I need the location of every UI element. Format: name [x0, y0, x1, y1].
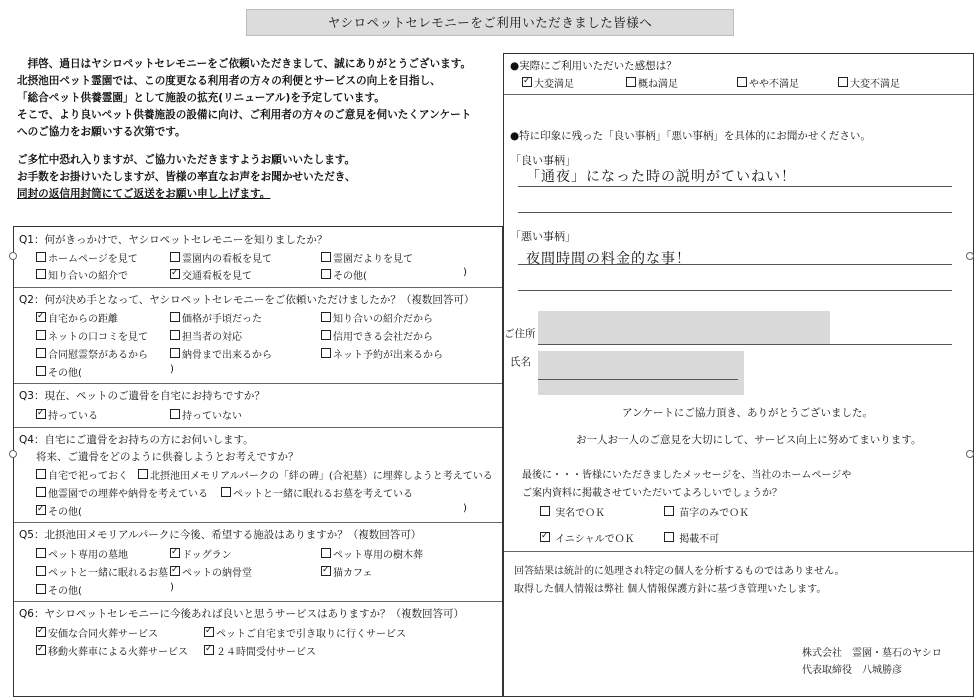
q6-option-4[interactable] [204, 643, 316, 658]
option-label: 担当者の対応 [182, 332, 242, 343]
option-label: 交通看板を見て [182, 271, 252, 282]
intro-line-3: 「総合ペット供養霊園」として施設の拡充(リニューアル)を予定しています。 [17, 92, 385, 104]
checkbox[interactable] [321, 252, 331, 262]
q5-option-2[interactable] [170, 546, 232, 561]
satisfaction-option-3[interactable] [737, 75, 799, 90]
divider [14, 427, 502, 428]
checkbox[interactable] [36, 584, 46, 594]
option-label: 掲載不可 [679, 534, 720, 545]
option-label: ペット専用の墓地 [48, 550, 128, 561]
q2-option-9[interactable] [321, 346, 443, 361]
satisfaction-option-4[interactable] [838, 75, 900, 90]
checkbox[interactable] [36, 348, 46, 358]
company-name: 株式会社 霊園・墓石のヤシロ [802, 648, 942, 659]
q5-option-6[interactable] [321, 564, 373, 579]
checkbox[interactable] [36, 566, 46, 576]
divider [14, 522, 502, 523]
option-label: ペットと一緒に眠れるお墓を考えている [233, 489, 413, 500]
publish-option-4[interactable] [664, 530, 719, 545]
good-label: 「良い事柄」 [510, 154, 576, 167]
punch-hole [966, 252, 974, 260]
checkbox[interactable] [36, 487, 46, 497]
option-label: 苗字のみでＯＫ [679, 508, 750, 519]
q6-option-3[interactable] [36, 643, 188, 658]
punch-hole [9, 450, 17, 458]
q5-option-5[interactable] [170, 564, 252, 579]
name-label: 氏名 [510, 356, 531, 368]
checkbox-checked[interactable] [36, 312, 46, 322]
checkbox-checked[interactable] [170, 566, 180, 576]
option-label: やや不満足 [749, 79, 799, 90]
answer-line [518, 186, 952, 187]
bad-label: 「悪い事柄」 [510, 230, 576, 243]
checkbox[interactable] [170, 312, 180, 322]
answer-line [518, 290, 952, 291]
checkbox[interactable] [36, 269, 46, 279]
checkbox[interactable] [664, 506, 674, 516]
satisfaction-title: ●実際にご利用いただいた感想は？ [510, 60, 677, 72]
option-label: 実名でＯＫ [555, 508, 606, 519]
option-label: ネットの口コミを見て [48, 332, 148, 343]
publish-option-3[interactable] [540, 530, 635, 545]
checkbox-checked[interactable] [36, 627, 46, 637]
q4-option-1[interactable] [36, 467, 128, 482]
q5-option-3[interactable] [321, 546, 423, 561]
q5-title: Q5：北摂池田メモリアルパークに今後、希望する施設はありますか？（複数回答可） [19, 529, 422, 541]
option-label: その他( [333, 271, 367, 282]
q4-title: Q4：自宅にご遺骨をお持ちの方にお伺いします。 [19, 434, 254, 446]
intro-line-6: ご多忙中恐れ入りますが、ご協力いただきますようお願いいたします。 [17, 154, 356, 166]
option-label: 他霊園での埋葬や納骨を考えている [48, 489, 208, 500]
final-line-1: 最後に・・・皆様にいただきましたメッセージを、当社のホームページや [522, 470, 852, 481]
q1-option-4[interactable] [36, 267, 128, 282]
q2-option-7[interactable] [36, 346, 148, 361]
q6-title: Q6：ヤシロペットセレモニーに今後あれば良いと思うサービスはありますか？（複数回答可） [19, 608, 465, 620]
option-label: ペット専用の樹木葬 [333, 550, 423, 561]
q3-title: Q3：現在、ペットのご遺骨を自宅にお持ちですか？ [19, 390, 265, 402]
intro-line-1: 拝啓、過日はヤシロペットセレモニーをご依頼いただきまして、誠にありがとうございます。 [17, 58, 472, 70]
q1-option-2[interactable] [170, 250, 272, 265]
publish-option-2[interactable] [664, 504, 749, 519]
q4-option-2[interactable] [138, 467, 493, 482]
q2-option-6[interactable] [321, 328, 433, 343]
address-label: ご住所 [504, 328, 536, 340]
checkbox-checked[interactable] [36, 645, 46, 655]
checkbox[interactable] [36, 330, 46, 340]
address-redacted[interactable] [538, 311, 830, 344]
divider [14, 287, 502, 288]
option-label: 信用できる会社だから [333, 332, 433, 343]
option-label: 猫カフェ [333, 568, 373, 579]
checkbox[interactable] [664, 532, 674, 542]
option-label: 納骨まで出来るから [182, 350, 272, 361]
representative-name: 代表取締役 八城勝彦 [802, 665, 902, 676]
satisfaction-option-2[interactable] [626, 75, 678, 90]
q4-option-4[interactable] [221, 485, 413, 500]
q3-option-2[interactable] [170, 407, 242, 422]
good-handwritten-text[interactable]: 「通夜」になった時の説明がていねい！ [526, 169, 796, 185]
q4-subtitle: 将来、ご遺骨をどのように供養しようとお考えですか？ [36, 451, 299, 463]
checkbox[interactable] [321, 330, 331, 340]
checkbox[interactable] [321, 348, 331, 358]
option-label: 合同慰霊祭があるから [48, 350, 148, 361]
checkbox[interactable] [321, 548, 331, 558]
option-label: ネット予約が出来るから [333, 350, 443, 361]
option-label: その他( [48, 507, 82, 518]
q2-option-8[interactable] [170, 346, 272, 361]
intro-line-2: 北摂池田ペット霊園では、この度更なる利用者の方々の利便とサービスの向上を目指し、 [17, 75, 441, 87]
thanks-line-1: アンケートにご協力頂き、ありがとうございました。 [622, 407, 873, 419]
q1-close-paren: ) [463, 267, 467, 278]
survey-header: ヤシロペットセレモニーをご利用いただきました皆様へ [246, 9, 734, 36]
q1-title: Q1：何がきっかけで、ヤシロペットセレモニーを知りましたか？ [19, 234, 328, 246]
option-label: ペットご自宅まで引き取りに行くサービス [216, 629, 406, 640]
checkbox[interactable] [36, 252, 46, 262]
q5-option-1[interactable] [36, 546, 128, 561]
name-redacted[interactable] [538, 351, 744, 395]
option-label: その他( [48, 368, 82, 379]
option-label: 自宅からの距離 [48, 314, 118, 325]
checkbox[interactable] [838, 77, 848, 87]
name-line [538, 379, 738, 380]
option-label: ペットと一緒に眠れるお墓 [48, 568, 168, 579]
punch-hole [966, 450, 974, 458]
bad-handwritten-text[interactable]: 夜間時間の料金的な事！ [526, 251, 691, 267]
intro-line-5: へのご協力をお願いする次第です。 [17, 126, 186, 138]
option-label: 移動火葬車による火葬サービス [48, 647, 188, 658]
option-label: 持っていない [182, 411, 242, 422]
q6-option-2[interactable] [204, 625, 406, 640]
option-label: 知り合いの紹介で [48, 271, 128, 282]
option-label: ペットの納骨堂 [182, 568, 252, 579]
option-label: 安価な合同火葬サービス [48, 629, 158, 640]
final-line-2: ご案内資料に掲載させていただいてよろしいでしょうか？ [522, 488, 782, 499]
feedback-box [503, 53, 974, 697]
checkbox[interactable] [36, 469, 46, 479]
intro-line-8: 同封の返信用封筒にてご返送をお願い申し上げます。 [17, 188, 271, 200]
checkbox-checked[interactable] [321, 566, 331, 576]
q2-option-5[interactable] [170, 328, 242, 343]
checkbox[interactable] [170, 348, 180, 358]
checkbox-checked[interactable] [36, 409, 46, 419]
checkbox[interactable] [737, 77, 747, 87]
option-label: イニシャルでＯＫ [555, 534, 635, 545]
option-label: 大変満足 [534, 79, 574, 90]
q1-option-3[interactable] [321, 250, 413, 265]
q2-title: Q2：何が決め手となって、ヤシロペットセレモニーをご依頼いただけましたか？（複数回答可） [19, 294, 475, 306]
q1-option-5[interactable] [170, 267, 252, 282]
checkbox-checked[interactable] [522, 77, 532, 87]
thanks-line-2: お一人お一人のご意見を大切にして、サービス向上に努めてまいります。 [576, 434, 922, 446]
option-label: ホームページを見て [48, 254, 138, 265]
option-label: 北摂池田メモリアルパークの「絆の碑」(合祀墓）に埋葬しようと考えている [150, 471, 493, 482]
punch-hole [9, 252, 17, 260]
checkbox[interactable] [36, 548, 46, 558]
answer-line [518, 264, 952, 265]
checkbox-checked[interactable] [204, 645, 214, 655]
divider [504, 94, 973, 95]
checkbox-checked[interactable] [540, 532, 550, 542]
q1-option-6[interactable] [321, 267, 367, 282]
option-label: 価格が手頃だった [182, 314, 262, 325]
q5-option-4[interactable] [36, 564, 168, 579]
divider [14, 383, 502, 384]
questions-box [13, 226, 503, 697]
q4-close-paren: ) [463, 503, 467, 514]
q5-close-paren: ) [170, 582, 174, 593]
checkbox-checked[interactable] [36, 505, 46, 515]
q2-option-10[interactable] [36, 364, 82, 379]
note-line-1: 回答結果は統計的に処理され特定の個人を分析するものではありません。 [514, 566, 845, 577]
q2-option-3[interactable] [321, 310, 433, 325]
checkbox[interactable] [170, 330, 180, 340]
q2-option-2[interactable] [170, 310, 262, 325]
q2-option-1[interactable] [36, 310, 118, 325]
checkbox-checked[interactable] [170, 548, 180, 558]
option-label: 持っている [48, 411, 98, 422]
checkbox-checked[interactable] [170, 269, 180, 279]
option-label: 霊園内の看板を見て [182, 254, 272, 265]
checkbox[interactable] [540, 506, 550, 516]
intro-line-4: そこで、より良いペット供養施設の設備に向け、ご利用者の方々のご意見を伺いたくアンケート [17, 109, 472, 121]
checkbox[interactable] [626, 77, 636, 87]
checkbox[interactable] [170, 409, 180, 419]
option-label: その他( [48, 586, 82, 597]
option-label: ２４時間受付サービス [216, 647, 316, 658]
checkbox[interactable] [170, 252, 180, 262]
option-label: 概ね満足 [638, 79, 678, 90]
q4-option-3[interactable] [36, 485, 208, 500]
address-line [538, 344, 952, 345]
impression-title: ●特に印象に残った「良い事柄」「悪い事柄」を具体的にお聞かせください。 [510, 130, 871, 142]
checkbox-checked[interactable] [204, 627, 214, 637]
option-label: 知り合いの紹介だから [333, 314, 433, 325]
satisfaction-option-1[interactable] [522, 75, 574, 90]
q2-option-4[interactable] [36, 328, 148, 343]
q1-option-1[interactable] [36, 250, 138, 265]
checkbox[interactable] [138, 469, 148, 479]
q6-option-1[interactable] [36, 625, 158, 640]
q4-option-5[interactable] [36, 503, 82, 518]
option-label: 大変不満足 [850, 79, 900, 90]
checkbox[interactable] [321, 269, 331, 279]
q5-option-7[interactable] [36, 582, 82, 597]
checkbox[interactable] [321, 312, 331, 322]
checkbox[interactable] [221, 487, 231, 497]
option-label: 自宅で祀っておく [48, 471, 128, 482]
note-line-2: 取得した個人情報は弊社 個人情報保護方針に基づき管理いたします。 [514, 584, 827, 595]
divider [504, 551, 973, 552]
checkbox[interactable] [36, 366, 46, 376]
q3-option-1[interactable] [36, 407, 98, 422]
option-label: 霊園だよりを見て [333, 254, 413, 265]
option-label: ドッグラン [182, 550, 232, 561]
q2-close-paren: ) [170, 364, 174, 375]
intro-line-7: お手数をお掛けいたしますが、皆様の率直なお声をお聞かせいただき、 [17, 171, 356, 183]
answer-line [518, 212, 952, 213]
publish-option-1[interactable] [540, 504, 605, 519]
divider [14, 601, 502, 602]
